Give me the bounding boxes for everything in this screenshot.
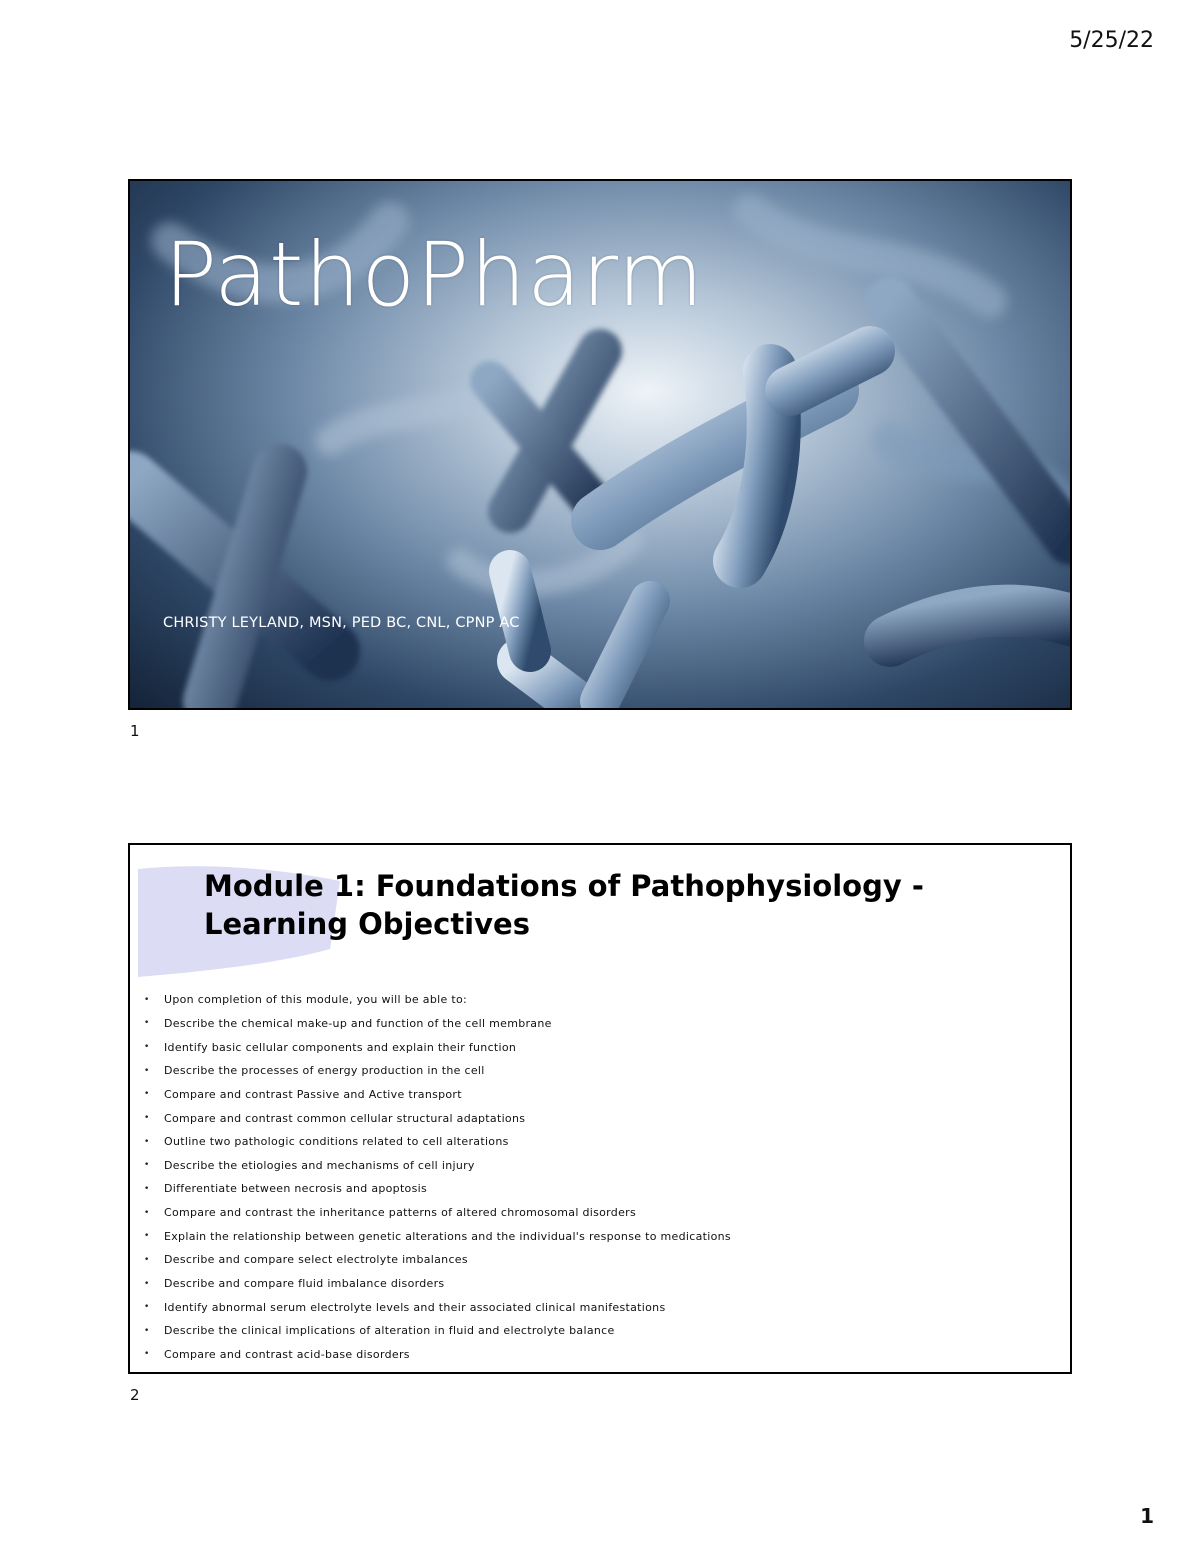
list-item: • Describe the processes of energy production in the cell	[144, 1064, 485, 1078]
list-item: • Compare and contrast the inheritance patterns of altered chromosomal disorders	[144, 1206, 637, 1220]
bullet-icon: •	[144, 994, 150, 1005]
page-date: 5/25/22	[1069, 28, 1154, 53]
bullet-icon: •	[144, 1302, 150, 1313]
bullet-icon: •	[144, 1113, 150, 1124]
slide-1	[128, 179, 1072, 710]
list-item: • Explain the relationship between genetic alterations and the individual's response to medications	[144, 1229, 731, 1243]
bullet-icon: •	[144, 1278, 150, 1289]
page-number: 1	[1140, 1504, 1154, 1528]
list-item: • Describe and compare fluid imbalance disorders	[144, 1277, 445, 1290]
slide-number: 1	[130, 722, 140, 740]
list-item: • Describe and compare select electrolyte imbalances	[144, 1253, 468, 1267]
list-item: • Upon completion of this module, you will be able to:	[144, 993, 467, 1007]
bullet-icon: •	[144, 1136, 150, 1147]
bullet-icon: •	[144, 1254, 150, 1265]
list-item: • Outline two pathologic conditions related to cell alterations	[144, 1135, 509, 1149]
bullet-icon: •	[144, 1089, 150, 1100]
slide-2	[128, 843, 1072, 1374]
bullet-icon: •	[144, 1065, 150, 1076]
bullet-icon: •	[144, 1018, 150, 1029]
slide-title: Module 1: Foundations of Pathophysiology - Learning Objectives	[204, 869, 924, 941]
bullet-icon: •	[144, 1325, 150, 1336]
list-item: • Identify basic cellular components and explain their function	[144, 1040, 517, 1054]
slide-title: PathoPharm	[164, 223, 705, 326]
slide-author: CHRISTY LEYLAND, MSN, PED BC, CNL, CPNP AC	[163, 615, 520, 631]
list-item: • Describe the clinical implications of alteration in fluid and electrolyte balance	[144, 1324, 615, 1338]
list-item: • Compare and contrast common cellular structural adaptations	[144, 1111, 526, 1125]
bullet-icon: •	[144, 1231, 150, 1242]
bullet-icon: •	[144, 1349, 150, 1360]
list-item: • Identify abnormal serum electrolyte levels and their associated clinical manifestations	[144, 1300, 666, 1314]
bullet-icon: •	[144, 1183, 150, 1194]
bullet-icon: •	[144, 1160, 150, 1171]
bullet-icon: •	[144, 1207, 150, 1218]
list-item: • Differentiate between necrosis and apoptosis	[144, 1182, 428, 1196]
objectives-list	[144, 988, 731, 1366]
slide-number: 2	[130, 1386, 140, 1404]
list-item: • Describe the etiologies and mechanisms of cell injury	[144, 1158, 475, 1172]
list-item: • Compare and contrast acid-base disorders	[144, 1347, 410, 1361]
list-item: • Compare and contrast Passive and Active transport	[144, 1087, 462, 1101]
list-item: • Describe the chemical make-up and function of the cell membrane	[144, 1016, 552, 1030]
bullet-icon: •	[144, 1042, 150, 1053]
